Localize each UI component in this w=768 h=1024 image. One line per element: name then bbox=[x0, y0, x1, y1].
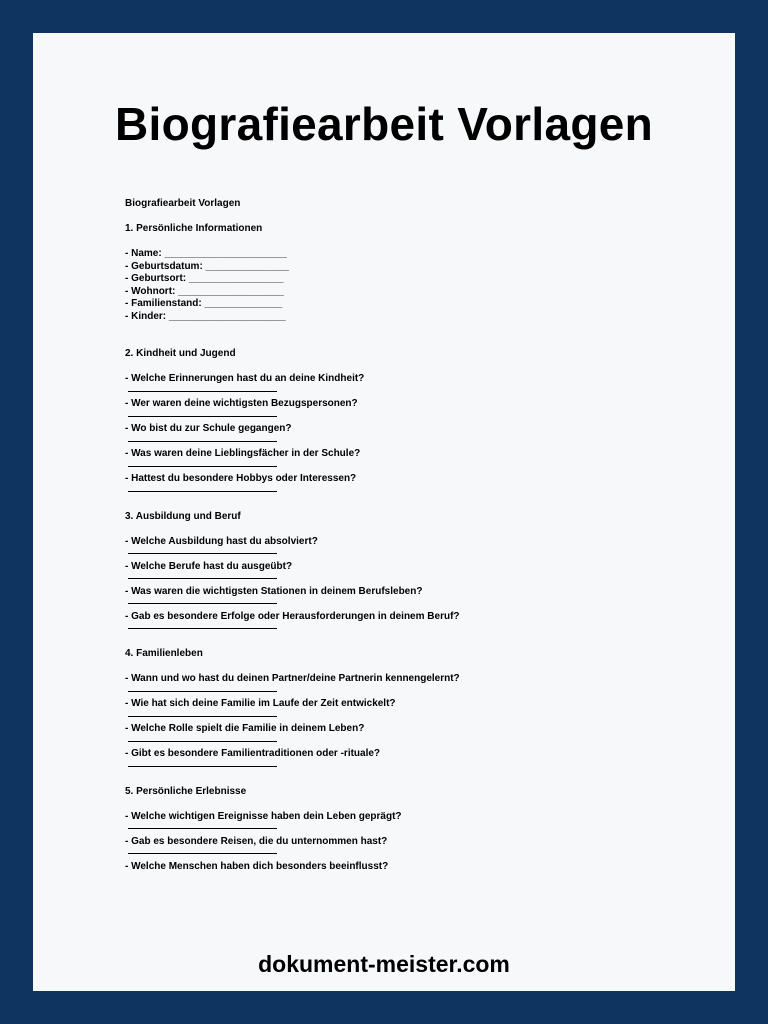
answer-line bbox=[125, 686, 545, 699]
field-marital-status: - Familienstand: ______________ bbox=[125, 298, 283, 309]
section-heading-family-life: 4. Familienleben bbox=[125, 648, 203, 659]
question: - Wer waren deine wichtigsten Bezugspersonen? bbox=[125, 398, 358, 409]
question: - Wann und wo hast du deinen Partner/deine Partnerin kennengelernt? bbox=[125, 673, 460, 684]
answer-line bbox=[125, 848, 545, 861]
answer-line bbox=[125, 711, 545, 724]
question: - Welche Erinnerungen hast du an deine Kindheit? bbox=[125, 373, 365, 384]
question: - Hattest du besondere Hobbys oder Interessen? bbox=[125, 473, 357, 484]
answer-line bbox=[125, 736, 545, 749]
question: - Welche wichtigen Ereignisse haben dein Leben geprägt? bbox=[125, 810, 402, 822]
question: - Wie hat sich deine Familie im Laufe der Zeit entwickelt? bbox=[125, 698, 396, 709]
section-heading-childhood: 2. Kindheit und Jugend bbox=[125, 348, 236, 359]
answer-line bbox=[125, 436, 545, 449]
answer-line bbox=[125, 623, 545, 636]
question: - Welche Rolle spielt die Familie in deinem Leben? bbox=[125, 723, 365, 734]
page-title: Biografiearbeit Vorlagen bbox=[114, 98, 654, 150]
question: - Was waren deine Lieblingsfächer in der Schule? bbox=[125, 448, 361, 459]
answer-line bbox=[125, 598, 545, 611]
question: - Welche Menschen haben dich besonders beeinflusst? bbox=[125, 860, 389, 872]
field-birthplace: - Geburtsort: _________________ bbox=[125, 273, 284, 284]
question: - Gab es besondere Erfolge oder Herausforderungen in deinem Beruf? bbox=[125, 610, 460, 622]
section-heading-personal-info: 1. Persönliche Informationen bbox=[125, 223, 263, 234]
question: - Welche Ausbildung hast du absolviert? bbox=[125, 535, 318, 547]
question: - Was waren die wichtigsten Stationen in deinem Berufsleben? bbox=[125, 585, 423, 597]
question: - Welche Berufe hast du ausgeübt? bbox=[125, 560, 293, 572]
field-children: - Kinder: _____________________ bbox=[125, 310, 286, 322]
document-page bbox=[33, 33, 735, 991]
answer-line bbox=[125, 823, 545, 836]
section-heading-education-career: 3. Ausbildung und Beruf bbox=[125, 510, 241, 522]
question: - Gibt es besondere Familientraditionen oder -rituale? bbox=[125, 748, 381, 759]
section-heading-personal-experiences: 5. Persönliche Erlebnisse bbox=[125, 785, 247, 797]
answer-line bbox=[125, 386, 545, 399]
answer-line bbox=[125, 548, 545, 561]
document-heading: Biografiearbeit Vorlagen bbox=[125, 198, 241, 209]
footer-website: dokument-meister.com bbox=[258, 951, 510, 977]
answer-line bbox=[125, 411, 545, 424]
answer-line bbox=[125, 761, 545, 774]
field-residence: - Wohnort: ___________________ bbox=[125, 285, 284, 297]
answer-line bbox=[125, 461, 545, 474]
answer-line bbox=[125, 486, 545, 499]
answer-line bbox=[125, 573, 545, 586]
document-body bbox=[125, 198, 545, 873]
question: - Wo bist du zur Schule gegangen? bbox=[125, 423, 292, 434]
question: - Gab es besondere Reisen, die du unternommen hast? bbox=[125, 835, 388, 847]
field-birthdate: - Geburtsdatum: _______________ bbox=[125, 260, 289, 272]
field-name: - Name: ______________________ bbox=[125, 248, 287, 259]
